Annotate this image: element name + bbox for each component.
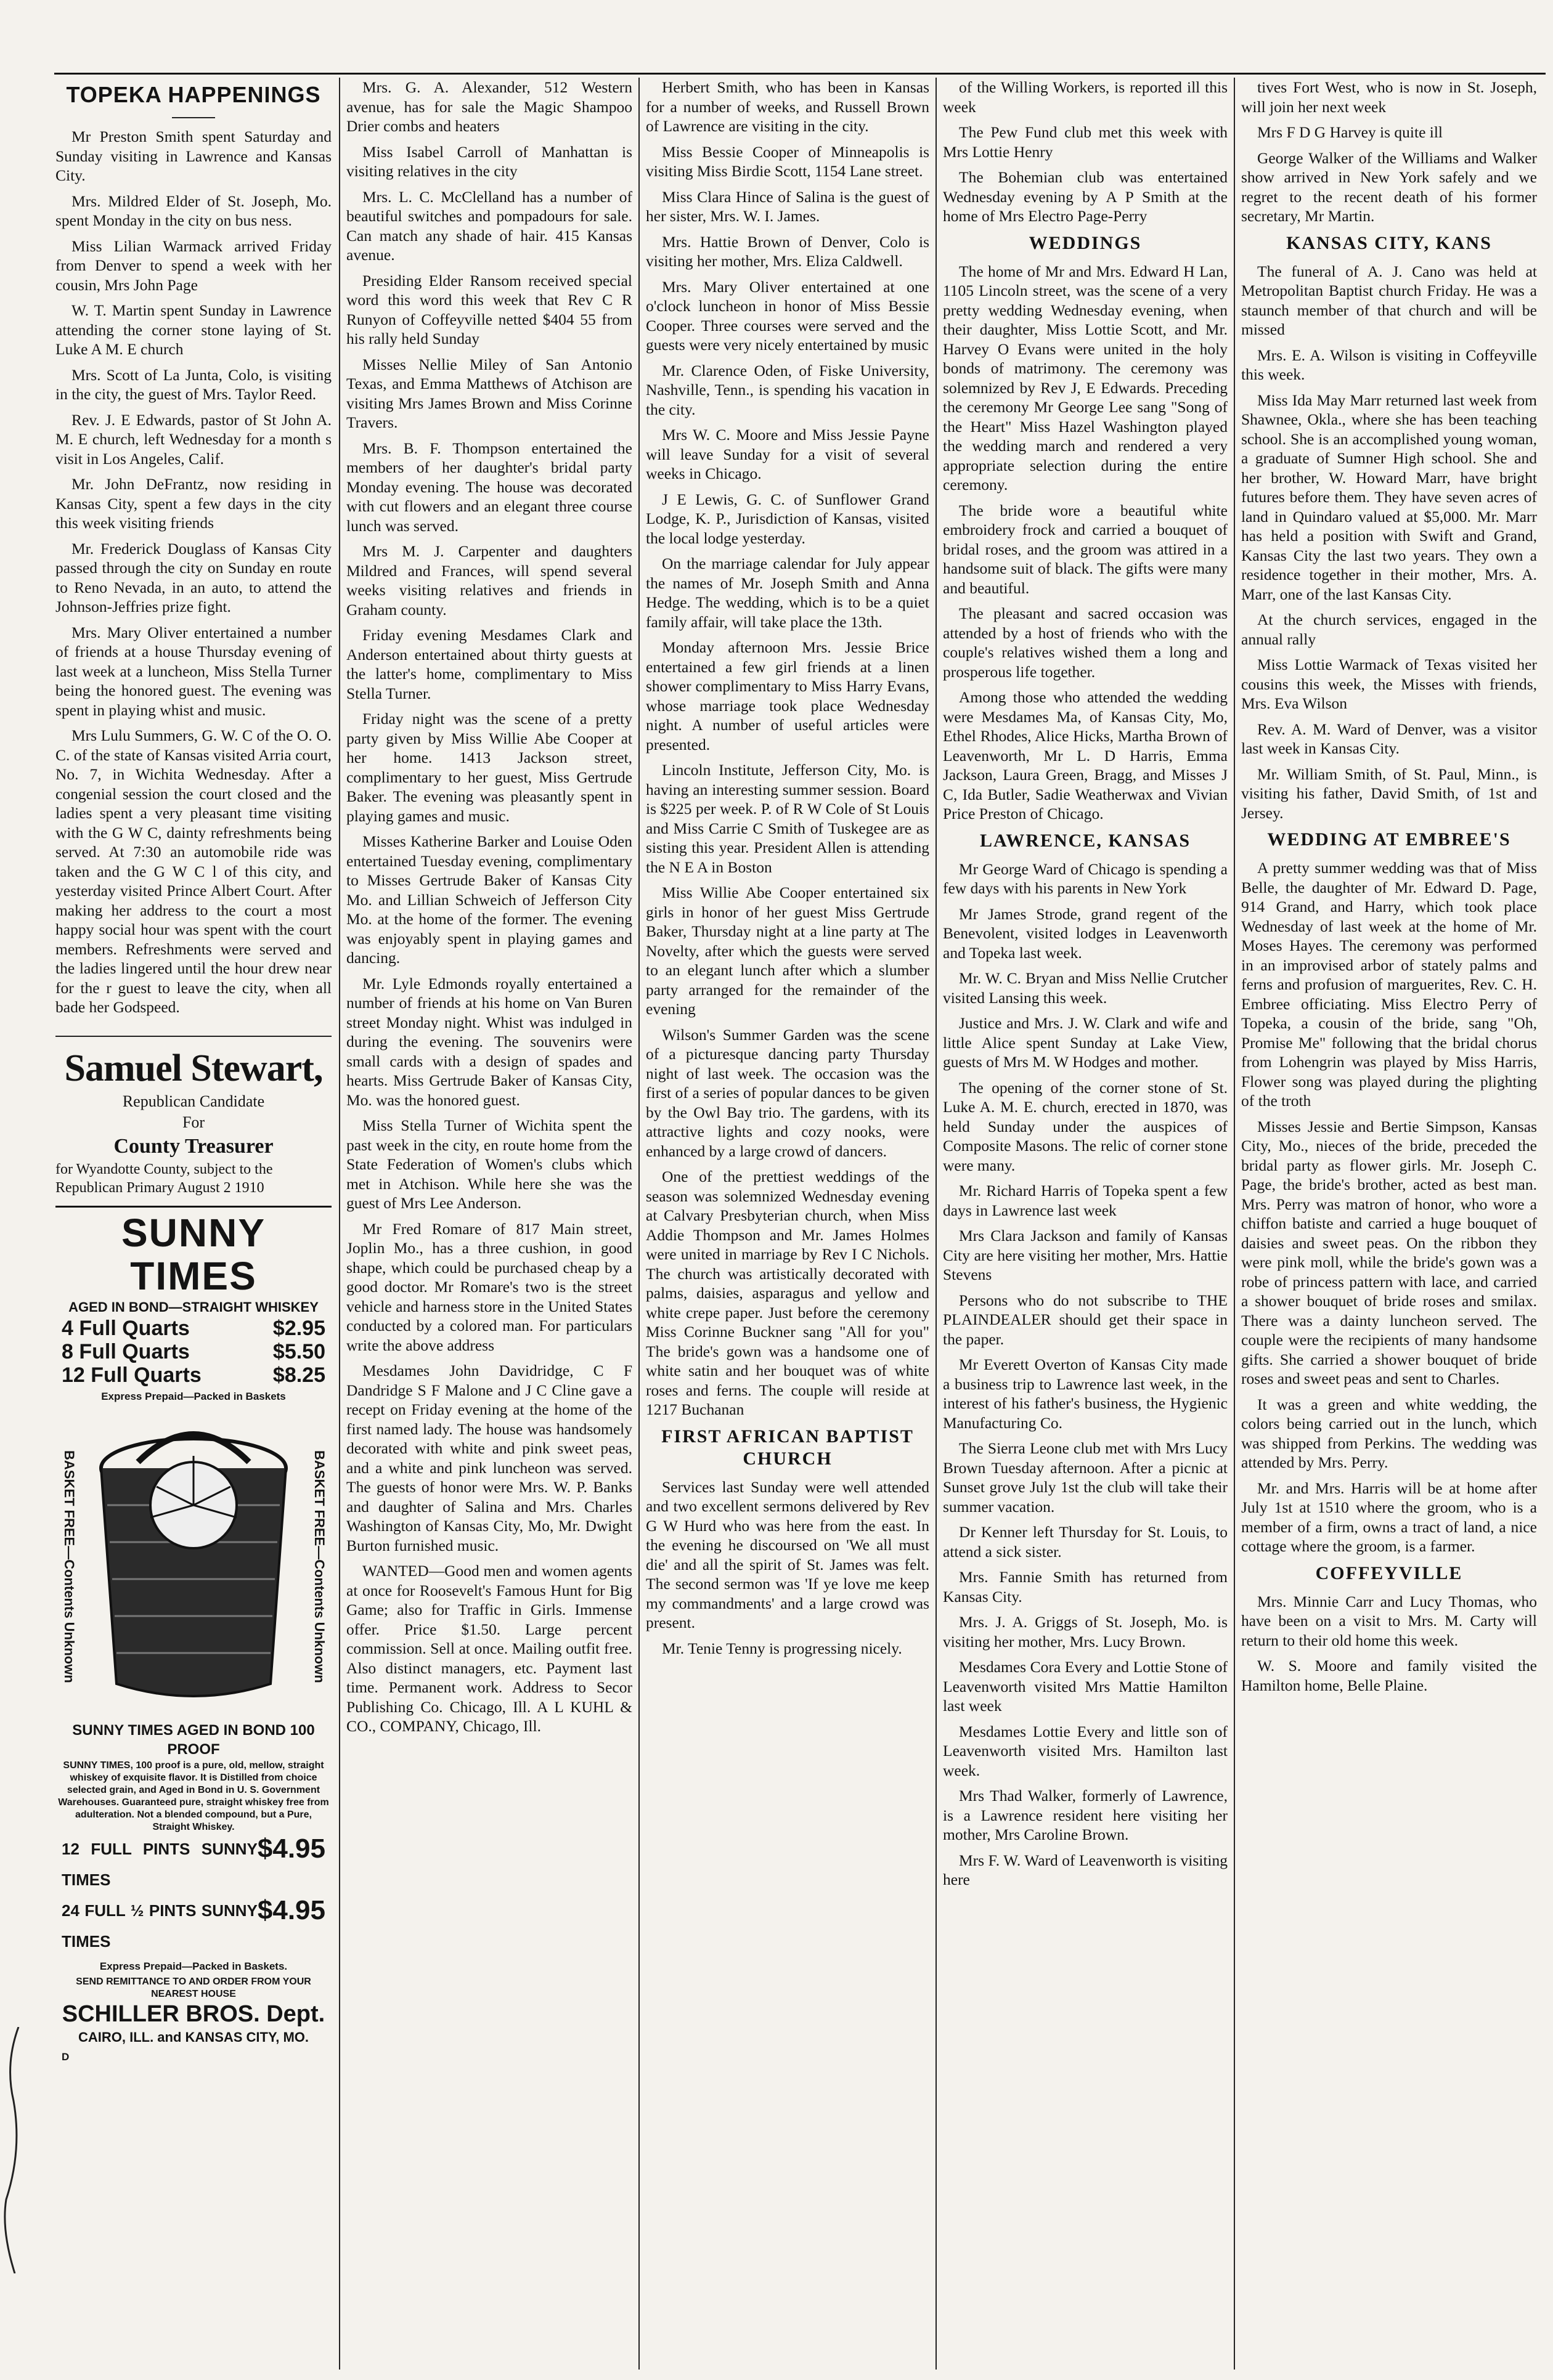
news-item: J E Lewis, G. C. of Sunflower Grand Lodge, K. P., Jurisdiction of Kansas, visited the local lodge yesterday. <box>646 490 929 547</box>
column-divider <box>1234 78 1235 2370</box>
col3-items <box>646 78 929 1419</box>
topeka-happenings-heading: TOPEKA HAPPENINGS <box>66 82 321 107</box>
news-item: Services last Sunday were well attended and two excellent sermons delivered by Rev G W Hurd who was here from the east. In the evening he discoursed on 'We all must die' and all the spirit of St. James was felt. The second sermon was 'If ye love me keep my commandments' and a large crowd was present. <box>646 1477 929 1631</box>
news-item: Mrs F. W. Ward of Leavenworth is visiting here <box>943 1851 1228 1888</box>
whiskey-blurb: SUNNY TIMES, 100 proof is a pure, old, mellow, straight whiskey of exquisite flavor. It is Distilled from choice selected grain, and Aged in Bond in U. S. Government Warehouses. Guaranteed pure, straight whiskey free from adulteration. Not a blended compound, but a Pure, Straight Whiskey. <box>58 1760 329 1832</box>
basket-icon <box>58 1413 329 1715</box>
col5-items4 <box>1241 1592 1537 1696</box>
news-item: Friday evening Mesdames Clark and Anderson entertained about thirty guests at the latter's home, complimentary to Miss Stella Turner. <box>346 626 632 702</box>
col4-items2 <box>943 262 1228 824</box>
col4-items3 <box>943 859 1228 1890</box>
col5-items3 <box>1241 858 1537 1556</box>
news-item: Mrs F D G Harvey is quite ill <box>1257 123 1443 141</box>
news-item: Mrs. J. A. Griggs of St. Joseph, Mo. is visiting her mother, Mrs. Lucy Brown. <box>943 1613 1228 1651</box>
news-item: One of the prettiest weddings of the season was solemnized Wednesday evening at Calvary Presbyterian church, when Miss Addie Thompson and Mr. James Holmes were united in marriage by Rev I C Nichols. The church was artistically decorated with palms, daisies, asparagus and yellow and white crepe paper. Just before the ceremony Miss Corinne Buckner sang "All for you" The bride's gown was a handsome one of white satin and her bouquet was of white roses and ferns. The couple will reside at 1217 Buchanan <box>646 1168 929 1418</box>
news-item: Misses Nellie Miley of San Antonio Texas, and Emma Matthews of Atchison are visiting Mrs James Brown and Miss Corinne Travers. <box>346 355 632 431</box>
col2-items <box>346 78 632 1736</box>
news-item: At the church services, engaged in the annual rally <box>1241 611 1537 648</box>
news-item: It was a green and white wedding, the colors being carried out in the lunch, which was shipped from Perkins. The wedding was attended by Mrs. Perry. <box>1241 1395 1537 1471</box>
news-item: Miss Clara Hince of Salina is the guest of her sister, Mrs. W. I. James. <box>646 187 929 225</box>
weddings-heading: WEDDINGS <box>1029 232 1142 253</box>
column-1 <box>55 78 332 2370</box>
first-african-baptist-heading: FIRST AFRICAN BAPTIST CHURCH <box>661 1426 914 1469</box>
price-row: 12 Full Quarts $8.25 <box>62 1363 325 1387</box>
kansas-city-kans-heading: KANSAS CITY, KANS <box>1286 232 1492 253</box>
news-item: Persons who do not subscribe to THE PLAINDEALER should get their space in the paper. <box>943 1291 1228 1348</box>
coffeyville-heading: COFFEYVILLE <box>1315 1562 1463 1583</box>
news-item: Miss Isabel Carroll of Manhattan is visiting relatives in the city <box>346 142 632 180</box>
news-item: tives Fort West, who is now in St. Joseph, will join her next week <box>1241 78 1537 116</box>
stewart-advertisement <box>55 1036 332 1197</box>
news-item: The Sierra Leone club met with Mrs Lucy Brown Tuesday afternoon. After a picnic at Sunset grove July 1st the club will take their summer vacation. <box>943 1439 1228 1516</box>
news-item: Miss Lilian Warmack arrived Friday from Denver to spend a week with her cousin, Mrs John Page <box>55 237 332 294</box>
news-item: Mesdames John Davidridge, C F Dandridge S F Malone and J C Cline gave a recept on Friday evening at the home of the first named lady. The house was handsomely decorated with white and pink sweet peas, and a white and pink luncheon was served. The guests of honor were Mrs. W. P. Banks and daughter of Salina and Mrs. Charles Washington of Kansas City, Mo, Mr. Dwight Burton furnished music. <box>346 1362 632 1554</box>
proof-line: SUNNY TIMES AGED IN BOND 100 PROOF <box>72 1721 315 1758</box>
price-row: 8 Full Quarts $5.50 <box>62 1340 325 1363</box>
news-item: The pleasant and sacred occasion was attended by a host of friends who with the couple's relatives wished them a long and prosperous life together. <box>943 604 1228 681</box>
news-item: Mrs. Fannie Smith has returned from Kansas City. <box>943 1568 1228 1606</box>
news-item: The bride wore a beautiful white embroidery frock and carried a bouquet of bridal roses, and the groom was attired in a handsome suit of black. The gifts were many and beautiful. <box>943 501 1228 597</box>
news-item: The funeral of A. J. Cano was held at Metropolitan Baptist church Friday. He was a staunch member of that church and will be missed <box>1241 262 1537 338</box>
sunny-times-advertisement <box>55 1206 332 2067</box>
news-item: Rev. J. E Edwards, pastor of St John A. M. E church, left Wednesday for a month s visit in Los Angeles, Calif. <box>55 410 332 468</box>
basket-free-label-left: BASKET FREE—Contents Unknown <box>62 1450 77 1683</box>
news-item: The opening of the corner stone of St. Luke A. M. E. church, erected in 1870, was held Sunday under the auspices of Composite Masons. The relic of corner stone were many. <box>943 1078 1228 1174</box>
basket-free-label-right: BASKET FREE—Contents Unknown <box>312 1450 327 1683</box>
news-item: Mr. Tenie Tenny is progressing nicely. <box>662 1639 902 1657</box>
column-divider <box>935 78 937 2370</box>
news-item: Mrs. Mary Oliver entertained at one o'clock luncheon in honor of Miss Bessie Cooper. Three courses were served and the guests were very nicely entertained by music <box>646 277 929 354</box>
news-item: Mr. Clarence Oden, of Fiske University, Nashville, Tenn., is spending his vacation in the city. <box>646 361 929 418</box>
column-2 <box>346 78 632 2370</box>
sunny-times-brand: SUNNY TIMES <box>121 1210 266 1298</box>
news-item: Justice and Mrs. J. W. Clark and wife and little Alice spent Sunday at Lake View, guests of Mrs M. W Hodges and mother. <box>943 1014 1228 1071</box>
news-item: Mrs. G. A. Alexander, 512 Western avenue, has for sale the Magic Shampoo Drier combs and heaters <box>346 78 632 135</box>
schiller-bros: SCHILLER BROS. Dept. <box>62 2001 325 2027</box>
candidate-party: Republican Candidate <box>122 1092 265 1110</box>
news-item: of the Willing Workers, is reported ill this week <box>943 78 1228 116</box>
column-3 <box>646 78 929 2370</box>
column-divider <box>339 78 340 2370</box>
col5-items <box>1241 78 1537 226</box>
news-item: Mrs. Scott of La Junta, Colo, is visiting in the city, the guest of Mrs. Taylor Reed. <box>55 365 332 403</box>
column-5 <box>1241 78 1537 2370</box>
express-note-2: Express Prepaid—Packed in Baskets. <box>99 1960 288 1972</box>
col4-items <box>943 78 1228 226</box>
news-item: A pretty summer wedding was that of Miss Belle, the daughter of Mr. Edward D. Page, 914 Grand, and Harry, which took place Wednesday of last week at the home of Mr. Moses Hayes. The ceremony was performed in an improvised arbor of stately palms and ferns and profusion of marguerites, Rev. C. H. Embree officiating. Miss Electro Perry of Topeka, a cousin of the bride, sang "Oh, Promise Me" following that the bridal chorus from Lohengrin was played by Miss Harris, Flower song was played during the plighting of the troth <box>1241 859 1537 1110</box>
news-item: Mrs. Hattie Brown of Denver, Colo is visiting her mother, Mrs. Eliza Caldwell. <box>646 232 929 270</box>
news-item: Mr George Ward of Chicago is spending a few days with his parents in New York <box>943 859 1228 897</box>
news-item: Mrs M. J. Carpenter and daughters Mildred and Frances, will spend several weeks visiting relatives and friends in Graham county. <box>346 542 632 619</box>
news-item: The Pew Fund club met this week with Mrs Lottie Henry <box>943 123 1228 161</box>
news-item: Mrs W. C. Moore and Miss Jessie Payne will leave Sunday for a visit of several weeks in Chicago. <box>646 426 929 482</box>
section-rule <box>172 117 215 118</box>
col5-items2 <box>1241 262 1537 823</box>
news-item: Monday afternoon Mrs. Jessie Brice entertained a few girl friends at a linen shower complimentary to Miss Harry Evans, whose marriage took place Wednesday night. A number of useful articles were presented. <box>646 638 929 753</box>
news-item: Mrs. L. C. McClelland has a number of beautiful switches and pompadours for sale. Can match any shade of hair. 415 Kansas avenue. <box>346 187 632 264</box>
news-item: George Walker of the Williams and Walker show arrived in New York safely and we regret to the recent death of his former secretary, Mr Martin. <box>1241 148 1537 225</box>
express-note: Express Prepaid—Packed in Baskets <box>101 1391 286 1402</box>
sunny-times-tagline: AGED IN BOND—STRAIGHT WHISKEY <box>68 1299 319 1315</box>
masthead-rule <box>54 73 1546 75</box>
news-item: Misses Jessie and Bertie Simpson, Kansas City, Mo., nieces of the bride, preceded the bridal party as flower girls. Mr. Joseph C. Page, the bride's brother, acted as best man. Mrs. Perry was matron of honor, who wore a chiffon batiste and carried a huge bouquet of daisies and sweet peas. On the ribbon they were pink moll, while the bride's gown was a robe of princess pattern with lace, and carried a shower bouquet of bride roses and smilax. There was a dainty luncheon served. The couple were the recipients of many handsome gifts. She carried a shower bouquet of bride roses and sweet peas and sent to Charles. <box>1241 1117 1537 1387</box>
news-item: Mrs Clara Jackson and family of Kansas City are here visiting her mother, Mrs. Hattie Stevens <box>943 1227 1228 1283</box>
remit-note: SEND REMITTANCE TO AND ORDER FROM YOUR NEAREST HOUSE <box>76 1976 311 1999</box>
pints-24-row: 24 FULL ½ PINTS SUNNY TIMES $4.95 <box>62 1895 325 1951</box>
news-item: Miss Ida May Marr returned last week from Shawnee, Okla., where she has been teaching school. She is an accomplished young woman, a graduate of Sumner High school. She and her brother, W. Howard Marr, have bright futures before them. They have seven acres of land in Quindaro valued at $5,000. Mr. Marr has held a position with Swift and Grand, Kansas City the last two years. They own a residence together in their mother, Mrs. A. Marr, one of the last Kansas City. <box>1241 391 1537 603</box>
news-item: Among those who attended the wedding were Mesdames Ma, of Kansas City, Mo, Ethel Rhodes, Alice Hicks, Martha Brown of Leavenworth, Mr L. D Harris, Emma Jackson, Laura Green, Bragg, and Misses J C, Ida Butler, Sadie Weatherwax and Vivian Price Preston of Chicago. <box>943 688 1228 822</box>
news-item: Mrs. Mildred Elder of St. Joseph, Mo. spent Monday in the city on bus ness. <box>55 192 332 229</box>
news-item: Mesdames Cora Every and Lottie Stone of Leavenworth visited Mrs Mattie Hamilton last week <box>943 1658 1228 1715</box>
news-item: Mr Preston Smith spent Saturday and Sunday visiting in Lawrence and Kansas City. <box>55 128 332 184</box>
news-item: Presiding Elder Ransom received special word this word this week that Rev C R Runyon of Coffeyville netted $404 55 from his rally held Sunday <box>346 271 632 347</box>
column-4 <box>943 78 1228 2370</box>
schiller-cities: CAIRO, ILL. and KANSAS CITY, MO. <box>78 2029 309 2045</box>
news-item: Mrs. Mary Oliver entertained a number of friends at a house Thursday evening of last week at a luncheon, Miss Stella Turner being the honored guest. The evening was spent in playing whist and music. <box>55 623 332 719</box>
news-item: Mr. Frederick Douglass of Kansas City passed through the city on Sunday en route to Reno Nevada, in an auto, to attend the Johnson-Jeffries prize fight. <box>55 539 332 615</box>
news-item: Wilson's Summer Garden was the scene of a picturesque dancing party Thursday night of last week. The occasion was the first of a series of popular dances to be given by the Owl Bay trio. The gardens, with its attractive lights and cozy nooks, were enhanced by a large crowd of dancers. <box>646 1025 929 1160</box>
news-item: Friday night was the scene of a pretty party given by Miss Willie Abe Cooper at her home. 1413 Jackson street, complimentary to her guest, Miss Gertrude Baker. The evening was pleasantly spent in playing games and music. <box>346 710 632 825</box>
col1-items <box>55 127 332 1017</box>
news-item: On the marriage calendar for July appear the names of Mr. Joseph Smith and Anna Hedge. The wedding, which is to be a quiet family affair, will take place the 13th. <box>646 554 929 631</box>
whiskey-basket-illustration <box>58 1413 329 1715</box>
news-item: Herbert Smith, who has been in Kansas for a number of weeks, and Russell Brown of Lawrence are visiting in the city. <box>646 78 929 135</box>
news-item: Rev. A. M. Ward of Denver, was a visitor last week in Kansas City. <box>1241 720 1537 757</box>
news-item: WANTED—Good men and women agents at once for Roosevelt's Famous Hunt for Big Game; also for Traffic in Girls. Immense offer. Price $1.50. Large percent commission. Sell at once. Mailing outfit free. Also distinct managers, etc. Payment last time. Permanent work. Address to Secor Publishing Co. Chicago, Ill. A L KUHL & CO., COMPANY, Chicago, Ill. <box>346 1562 632 1735</box>
news-item: W. S. Moore and family visited the Hamilton home, Belle Plaine. <box>1241 1657 1537 1694</box>
news-item: Mr. William Smith, of St. Paul, Minn., is visiting his father, David Smith, of 1st and Jersey. <box>1241 765 1537 822</box>
news-item: Miss Stella Turner of Wichita spent the past week in the city, en route home from the State Federation of Women's clubs which met in Atchison. While here she was the guest of Mrs Lee Anderson. <box>346 1116 632 1212</box>
news-item: Mesdames Lottie Every and little son of Leavenworth visited Mrs. Hamilton last week. <box>943 1722 1228 1779</box>
col3-items2 <box>646 1477 929 1659</box>
candidate-note: for Wyandotte County, subject to the Republican Primary August 2 1910 <box>55 1161 273 1196</box>
news-item: Mr. Lyle Edmonds royally entertained a number of friends at his home on Van Buren street Monday night. Whist was indulged in during the evening. The souvenirs were small cards with a design of spades and hearts. Miss Gertrude Baker of Kansas City, Mo. was the honored guest. <box>346 974 632 1109</box>
price-list <box>55 1317 332 1387</box>
news-item: Dr Kenner left Thursday for St. Louis, to attend a sick sister. <box>943 1523 1228 1561</box>
news-item: The Bohemian club was entertained Wednesday evening by A P Smith at the home of Mrs Electro Page-Perry <box>943 168 1228 225</box>
news-item: Mrs. Minnie Carr and Lucy Thomas, who have been on a visit to Mrs. M. Carty will return to their old home this week. <box>1241 1592 1537 1649</box>
wedding-heading: WEDDING AT EMBREE'S <box>1267 829 1511 850</box>
pints-12-row: 12 FULL PINTS SUNNY TIMES $4.95 <box>62 1833 325 1889</box>
dept-code: D <box>62 2050 70 2063</box>
news-item: W. T. Martin spent Sunday in Lawrence attending the corner stone laying of St. Luke A M. E church <box>55 301 332 358</box>
news-item: Mr James Strode, grand regent of the Benevolent, visited lodges in Leavenworth and Topeka last week. <box>943 904 1228 962</box>
news-item: Mrs. B. F. Thompson entertained the members of her daughter's bridal party Monday evening. The house was decorated with cut flowers and an elegant three course lunch was served. <box>346 439 632 535</box>
news-item: Mrs Lulu Summers, G. W. C of the O. O. C. of the state of Kansas visited Arria court, No. 7, in Wichita Wednesday. After a congenial session the court closed and the ladies spent a very pleasant time visiting with the G W C, dainty refreshments being served. At 7:30 an automobile ride was taken and the G W C l of this city, and yesterday visited Prince Albert Court. After making her address to the court a most happy social hour was spent with the court members. Refreshments were served and the ladies lingered until the hour drew near for the r guest to leave the city, when all bade her Godspeed. <box>55 726 332 1016</box>
news-item: Mr. and Mrs. Harris will be at home after July 1st at 1510 where the groom, who is a member of a firm, owns a tract of land, a nice cottage where the groom, is a farmer. <box>1241 1479 1537 1555</box>
news-item: Miss Bessie Cooper of Minneapolis is visiting Miss Birdie Scott, 1154 Lane street. <box>646 142 929 180</box>
news-item: Mrs. E. A. Wilson is visiting in Coffeyville this week. <box>1241 346 1537 383</box>
candidate-name: Samuel Stewart, <box>64 1047 323 1089</box>
news-item: Mr. Richard Harris of Topeka spent a few days in Lawrence last week <box>943 1182 1228 1219</box>
lawrence-kansas-heading: LAWRENCE, KANSAS <box>979 830 1191 851</box>
news-item: Lincoln Institute, Jefferson City, Mo. is having an interesting summer session. Board is $225 per week. P. of R W Cole of St Louis and Miss Carrie C Smith of Tuskegee are as sisting this year. President Allen is attending the N E A in Boston <box>646 761 929 876</box>
news-item: Miss Lottie Warmack of Texas visited her cousins this week, the Misses with friends, Mrs. Eva Wilson <box>1241 656 1537 712</box>
news-item: Mr Everett Overton of Kansas City made a business trip to Lawrence last week, in the interest of his father's business, the Hygienic Manufacturing Co. <box>943 1355 1228 1432</box>
news-item: Mr. W. C. Bryan and Miss Nellie Crutcher visited Lansing this week. <box>943 969 1228 1007</box>
news-item: Mr Fred Romare of 817 Main street, Joplin Mo., has a three cushion, in good shape, which could be purchased cheap by a good doctor. Mr Romare's two is the street vehicle and harness store in the United States conducted by a colored man. For particulars write the above address <box>346 1219 632 1354</box>
news-item: Miss Willie Abe Cooper entertained six girls in honor of her guest Miss Gertrude Baker, Thursday night at a line party at The Novelty, after which the guests were served to an elegant lunch after which a slumber party arranged for the remainder of the evening <box>646 883 929 1018</box>
news-item: Misses Katherine Barker and Louise Oden entertained Tuesday evening, complimentary to Misses Gertrude Baker of Kansas City Mo. and Lillian Schweich of Jefferson City Mo. at the home of the former. The evening was enjoyably spent in playing games and dancing. <box>346 832 632 967</box>
column-divider <box>638 78 640 2370</box>
price-row: 4 Full Quarts $2.95 <box>62 1317 325 1340</box>
news-item: Mrs Thad Walker, formerly of Lawrence, is a Lawrence resident here visiting her mother, Mrs Caroline Brown. <box>943 1787 1228 1843</box>
candidate-for: For <box>182 1113 205 1131</box>
margin-bracket-icon <box>0 2027 25 2273</box>
news-item: Mr. John DeFrantz, now residing in Kansas City, spent a few days in the city this week visiting friends <box>55 475 332 532</box>
news-item: The home of Mr and Mrs. Edward H Lan, 1105 Lincoln street, was the scene of a very pretty wedding Wednesday evening, when their daughter, Miss Lottie Scott, and Mr. Harvey O Evans were united in the holy bonds of matrimony. The ceremony was solemnized by Rev J, E Edwards. Preceding the ceremony Mr George Lee sang "Song of the Heart" Miss Hazel Washington played the wedding march and rendered a very appropriate selection during the entire ceremony. <box>943 262 1228 493</box>
candidate-office: County Treasurer <box>113 1134 274 1158</box>
